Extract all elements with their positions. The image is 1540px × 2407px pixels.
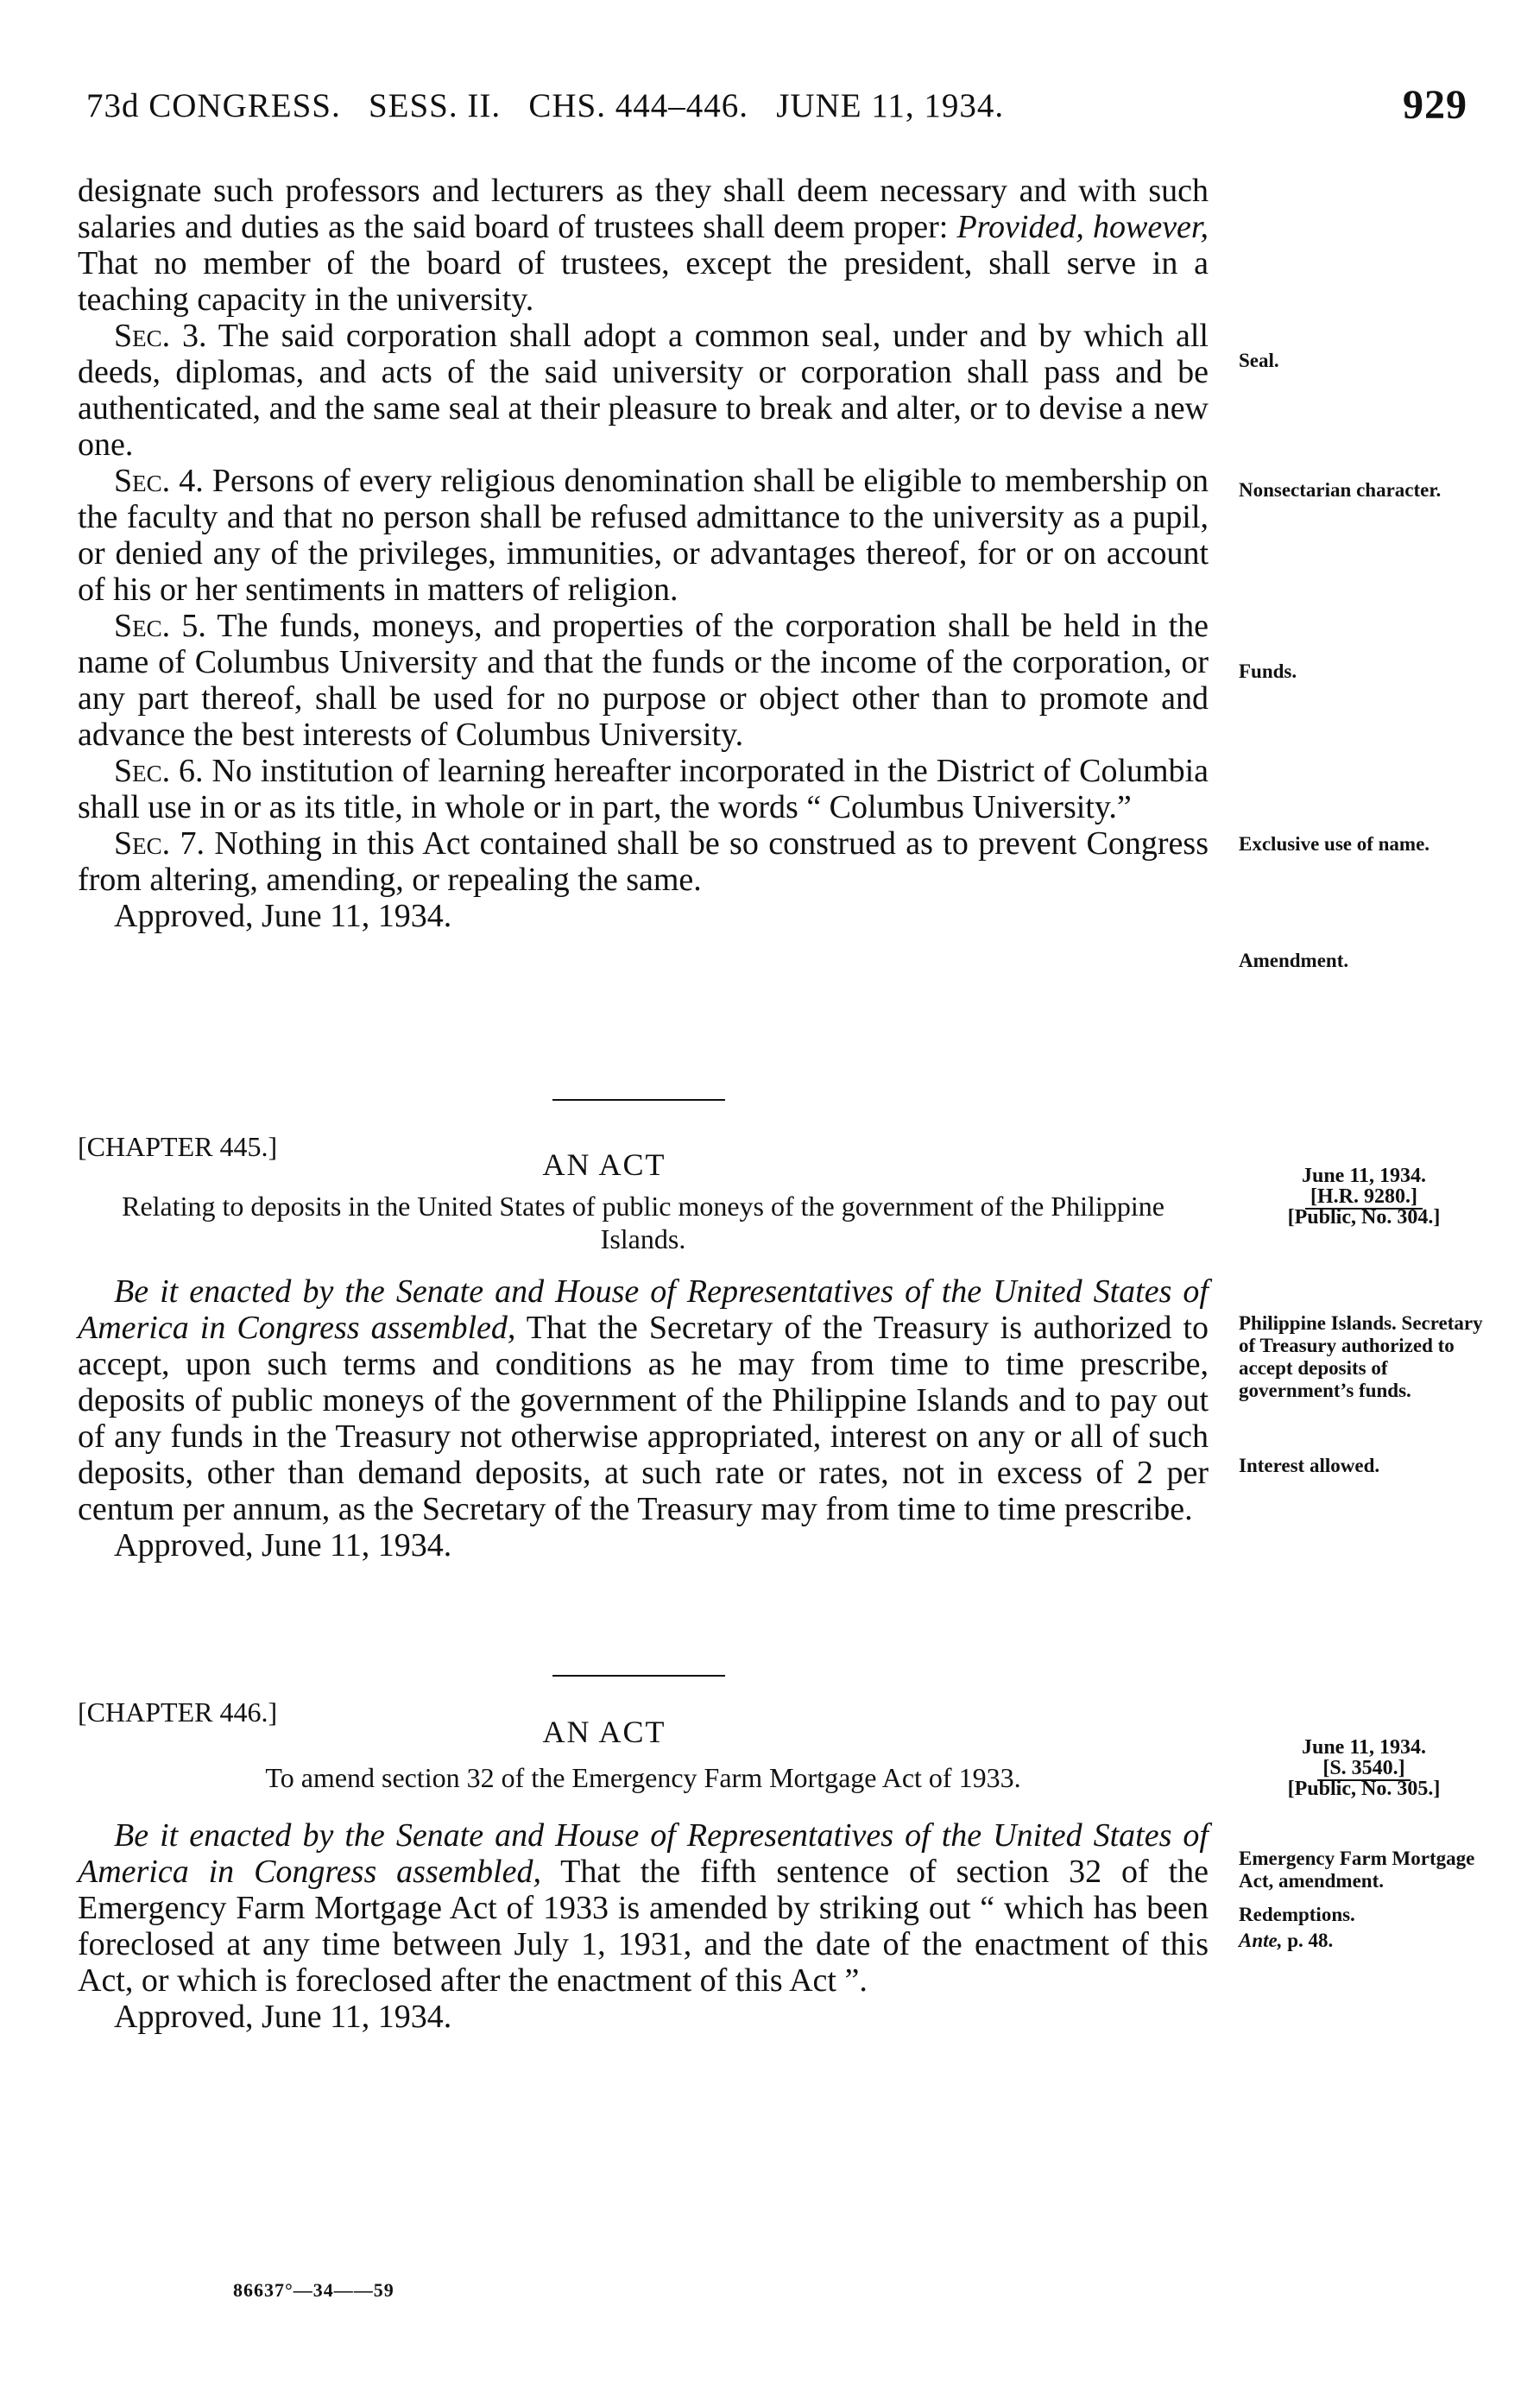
approved-date: Approved, June 11, 1934.	[114, 1527, 452, 1564]
approved-date: Approved, June 11, 1934.	[114, 898, 452, 934]
divider-rule	[552, 1099, 725, 1101]
margin-note-funds: Funds.	[1239, 660, 1297, 682]
chapter-446-title: To amend section 32 of the Emergency Farm Mortgage Act of 1933.	[265, 1762, 1021, 1793]
chapter-445-reference	[1243, 1166, 1485, 1228]
page-number: 929	[1403, 82, 1467, 128]
chapter-445-text	[78, 1273, 1209, 1564]
section-5: Sec. 5. The funds, moneys, and properties of the corporation shall be held in the name of Columbus University and that the funds or the income of the corporation, or any part thereof, shall be used for no purpose or object other than to promote and advance the best interests of Columbus University.	[78, 608, 1209, 753]
margin-note-redemptions: Redemptions.	[1239, 1904, 1355, 1925]
continuation-paragraph: designate such professors and lecturers as they shall deem necessary and with such salaries and duties as the said board of trustees shall deem proper: Provided, however, That no member of the board of trustees, except the president, shall serve in a teaching capacity in the university.	[78, 173, 1209, 318]
section-4: Sec. 4. Persons of every religious denomination shall be eligible to membership on the faculty and that no person shall be refused admittance to the university as a pupil, or denied any of the privileges, immunities, or advantages thereof, for or on account of his or her sentiments in matters of religion.	[78, 463, 1209, 608]
margin-note-exclusive: Exclusive use of name.	[1239, 833, 1430, 855]
enacting-clause: Be it enacted by the Senate and House of Representatives of the United States of America in Congress assembled, That the Secretary of the Treasury is authorized to accept, upon such terms and conditions as he may from time to time prescribe, deposits of public moneys of the government of the Philippine Islands and to pay out of any funds in the Treasury not otherwise appropriated, interest on any or all of such deposits, other than demand deposits, at such rate or rates, not in excess of 2 per centum per annum, as the Secretary of the Treasury may from time to time prescribe.	[78, 1273, 1209, 1527]
section-3: Sec. 3. The said corporation shall adopt a common seal, under and by which all deeds, diplomas, and acts of the said university or corporation shall pass and be authenticated, and the same seal at their pleasure to break and alter, or to devise a new one.	[78, 318, 1209, 463]
margin-note-ante: Ante, p. 48.	[1239, 1930, 1334, 1951]
margin-note-nonsectarian: Nonsectarian character.	[1239, 479, 1442, 501]
ref-date: June 11, 1934.	[1301, 1736, 1427, 1759]
chapter-445-title: Relating to deposits in the United States of public moneys of the government of the Philippine Islands.	[122, 1191, 1164, 1254]
margin-note-interest: Interest allowed.	[1239, 1455, 1380, 1476]
ref-public: [Public, No. 304.]	[1287, 1206, 1441, 1229]
margin-note-emergency: Emergency Farm Mortgage Act, amendment.	[1239, 1848, 1475, 1892]
approved-date: Approved, June 11, 1934.	[114, 1999, 452, 2035]
section-7: Sec. 7. Nothing in this Act contained shall be so construed as to prevent Congress from altering, amending, or repealing the same.	[78, 825, 1209, 898]
margin-note-seal: Seal.	[1239, 350, 1279, 371]
chapter-446-number: [CHAPTER 446.]	[78, 1696, 278, 1728]
chapter-445-an-act: AN ACT	[542, 1147, 666, 1182]
ref-bill: [S. 3540.]	[1317, 1757, 1410, 1781]
divider-rule	[552, 1675, 725, 1677]
chapter-446-text	[78, 1817, 1209, 2035]
margin-note-philippine: Philippine Islands. Secretary of Treasury authorized to accept deposits of government’s funds.	[1239, 1312, 1483, 1401]
margin-note-amendment: Amendment.	[1239, 950, 1349, 971]
ref-public: [Public, No. 305.]	[1287, 1778, 1441, 1800]
chapter-445-number: [CHAPTER 445.]	[78, 1131, 278, 1162]
page-header	[86, 82, 1467, 138]
ref-bill: [H.R. 9280.]	[1305, 1185, 1423, 1210]
print-code: 86637°—34——59	[233, 2279, 394, 2301]
enacting-clause: Be it enacted by the Senate and House of Representatives of the United States of America in Congress assembled, That the fifth sentence of section 32 of the Emergency Farm Mortgage Act of 1933 is amended by striking out “ which has been foreclosed at any time between July 1, 1931, and the date of the enactment of this Act, or which is foreclosed after the enactment of this Act ”.	[78, 1817, 1209, 1999]
chapter-446-an-act: AN ACT	[542, 1715, 666, 1749]
running-head: 73d CONGRESS. SESS. II. CHS. 444–446. JUNE 11, 1934.	[86, 87, 1005, 124]
section-6: Sec. 6. No institution of learning hereafter incorporated in the District of Columbia shall use in or as its title, in whole or in part, the words “ Columbus University.”	[78, 753, 1209, 825]
previous-act-text	[78, 173, 1209, 934]
ref-date: June 11, 1934.	[1301, 1165, 1427, 1187]
chapter-446-reference	[1243, 1737, 1485, 1799]
